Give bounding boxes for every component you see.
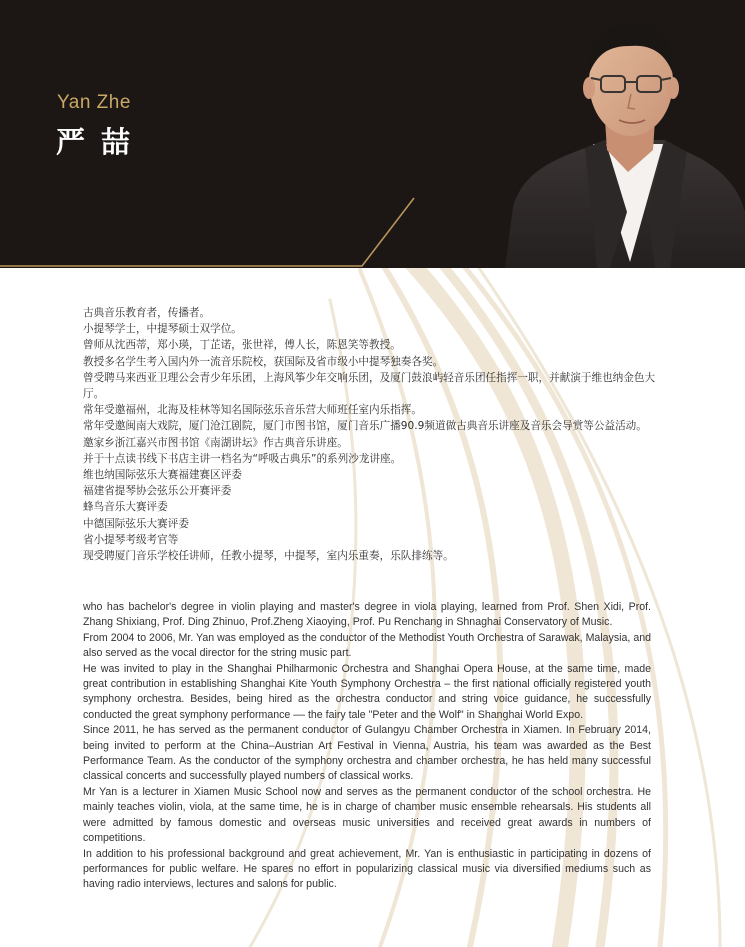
bio-zh-line: 古典音乐教育者，传播者。: [83, 307, 211, 319]
bio-zh-line: 中德国际弦乐大赛评委: [83, 517, 189, 530]
bio-en-paragraph: He was invited to play in the Shanghai Philharmonic Orchestra and Shanghai Opera House, at the same time, made great contribution in establishing Shanghai Kite Youth Symphony Orchestra – the first national officially registered youth symphony orchestra. Besides, being hired as the orchestra conductor and string voice guidance, he successfully conducted the great symphony performance –– the fairy tale "Peter and the Wolf" in Shanghai World Expo.: [83, 662, 651, 721]
bio-zh-line: 省小提琴考级考官等: [83, 533, 179, 546]
header-banner: [0, 0, 745, 268]
bio-zh-line: 蜂鸟音乐大赛评委: [83, 501, 168, 514]
bio-en-paragraph: Mr Yan is a lecturer in Xiamen Music School now and serves as the permanent conductor of the school orchestra. He mainly teaches violin, viola, at the same time, he is in charge of chamber music ensemble rehearsals. His students all were admitted by famous domestic and overseas music universities and received great awards in numbers of competitions.: [83, 785, 651, 845]
bio-zh-line: 邀家乡浙江嘉兴市图书馆《南湖讲坛》作古典音乐讲座。: [83, 436, 348, 449]
bio-zh-line: 小提琴学士，中提琴硕士双学位。: [83, 323, 242, 336]
bio-en-paragraph: From 2004 to 2006, Mr. Yan was employed as the conductor of the Methodist Youth Orchestra of Sarawak, Malaysia, and also served as the vocal director for the string music part.: [83, 631, 651, 660]
bio-zh-line: 常年受邀福州，北海及桂林等知名国际弦乐音乐营大师班任室内乐指挥。: [83, 404, 422, 417]
bio-zh-line: 并于十点读书线下书店主讲一档名为“呼吸古典乐”的系列沙龙讲座。: [83, 452, 402, 465]
bio-zh-line: 维也纳国际弦乐大赛福建赛区评委: [83, 469, 242, 482]
name-chinese: 严喆: [56, 125, 147, 159]
biography-chinese: [83, 305, 663, 564]
name-english: Yan Zhe: [57, 92, 131, 113]
bio-en-paragraph: who has bachelor's degree in violin playing and master's degree in viola playing, learned from Prof. Shen Xidi, Prof. Zhang Shixiang, Prof. Ding Zhinuo, Prof.Zheng Xiaoying, Prof. Pu Renchang in Shnaghai Conservatory of Music.: [83, 601, 651, 629]
bio-zh-line: 常年受邀闽南大戏院，厦门沧江剧院，厦门市图书馆，厦门音乐广播90.9频道做古典音乐讲座及音乐会导赏等公益活动。: [83, 420, 647, 433]
bio-zh-line: 曾师从沈西蒂，郑小瑛，丁芷诺，张世祥，傅人长，陈恩笑等教授。: [83, 339, 401, 352]
bio-zh-line: 曾受聘马来西亚卫理公会青少年乐团，上海风筝少年交响乐团，及厦门鼓浪屿轻音乐团任指挥一职，并献演于维也纳金色大厅。: [83, 371, 656, 401]
bio-en-paragraph: In addition to his professional background and great achievement, Mr. Yan is enthusiastic in participating in dozens of performances for public welfare. He spares no effort in popularizing classical music via diversified mediums such as having radio interviews, lectures and salons for public.: [83, 847, 651, 891]
bio-zh-line: 教授多名学生考入国内外一流音乐院校，获国际及省市级小中提琴独奏各奖。: [83, 355, 444, 368]
bio-zh-line: 现受聘厦门音乐学校任讲师，任教小提琴，中提琴，室内乐重奏，乐队排练等。: [83, 550, 454, 563]
bio-en-paragraph: Since 2011, he has served as the permanent conductor of Gulangyu Chamber Orchestra in Xiamen. In February 2014, being invited to perform at the China–Austrian Art Festival in Vienna, Austria, his team was awarded as the Best Performance Team. As the conductor of the symphony orchestra and chamber orchestra, he has held many successful classical concerts and successfully played numbers of classical works.: [83, 724, 651, 783]
man-portrait-photo: [505, 12, 745, 268]
bio-zh-line: 福建省提琴协会弦乐公开赛评委: [83, 485, 232, 498]
biography-english: [83, 600, 651, 893]
